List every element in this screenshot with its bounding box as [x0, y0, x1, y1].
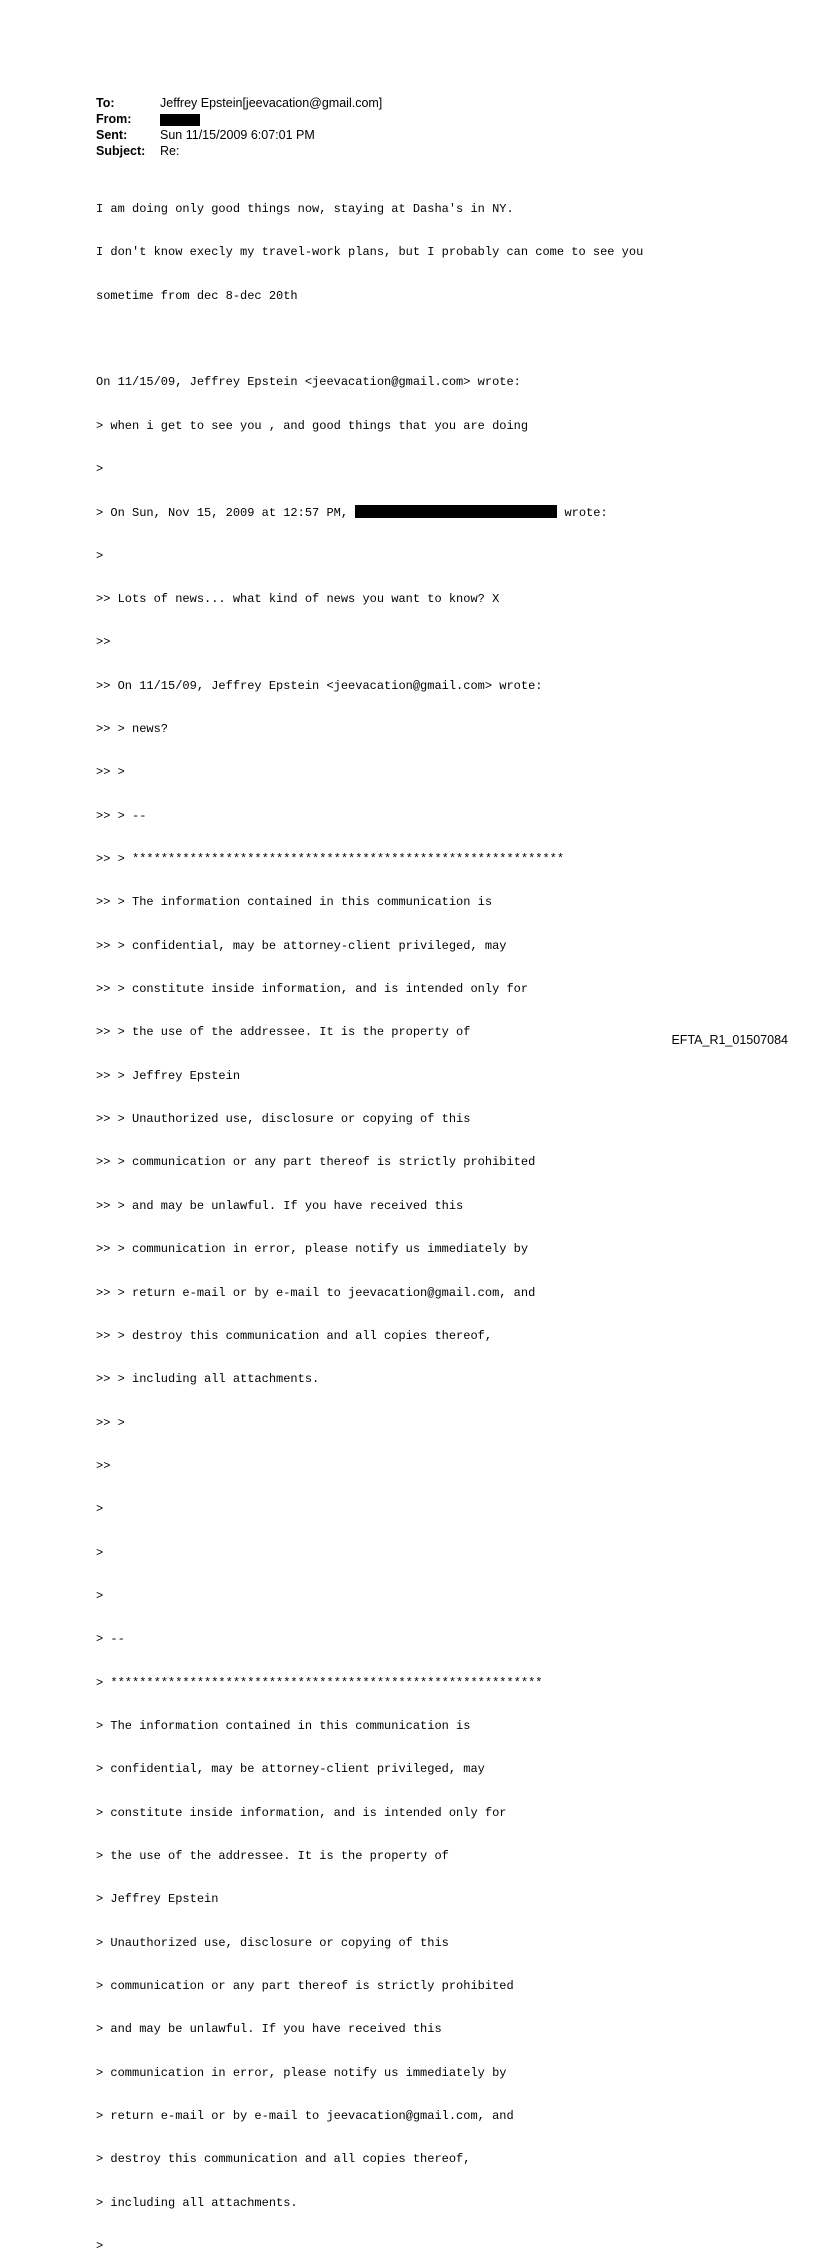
quote-line: >: [96, 1545, 104, 1560]
email-header: [96, 95, 382, 159]
quote-header-suffix: wrote:: [557, 506, 608, 521]
body-line: I don't know execly my travel-work plans, but I probably can come to see you: [96, 245, 644, 260]
redaction-block: [355, 505, 557, 518]
quote-line: >> > news?: [96, 722, 169, 737]
from-value: [160, 111, 200, 127]
disclaimer-line: >> > and may be unlawful. If you have received this: [96, 1198, 464, 1213]
quote-line: >: [96, 548, 104, 563]
quote-header-line: >> On 11/15/09, Jeffrey Epstein <jeevacation@gmail.com> wrote:: [96, 678, 543, 693]
disclaimer-line: >> > confidential, may be attorney-client privileged, may: [96, 938, 507, 953]
email-body: [96, 173, 643, 2268]
quote-line: > --: [96, 1632, 125, 1647]
disclaimer-line: > communication in error, please notify us immediately by: [96, 2065, 507, 2080]
disclaimer-line: > and may be unlawful. If you have received this: [96, 2022, 442, 2037]
quote-line: >> Lots of news... what kind of news you want to know? X: [96, 592, 500, 606]
subject-row: [96, 143, 382, 159]
quote-header-line: On 11/15/09, Jeffrey Epstein <jeevacation@gmail.com> wrote:: [96, 375, 521, 390]
body-line: I am doing only good things now, staying at Dasha's in NY.: [96, 201, 514, 216]
subject-label: Subject:: [96, 144, 146, 158]
redaction-block: [160, 114, 200, 126]
disclaimer-line: >> > including all attachments.: [96, 1372, 320, 1387]
sent-value: Sun 11/15/2009 6:07:01 PM: [160, 128, 315, 142]
disclaimer-line: > communication or any part thereof is strictly prohibited: [96, 1979, 514, 1993]
disclaimer-line: > the use of the addressee. It is the property of: [96, 1848, 449, 1863]
disclaimer-line: > confidential, may be attorney-client privileged, may: [96, 1762, 485, 1777]
quote-line: >: [96, 461, 104, 476]
quote-line: >>: [96, 1458, 111, 1473]
body-line: sometime from dec 8-dec 20th: [96, 288, 298, 303]
disclaimer-line: >> > Unauthorized use, disclosure or copying of this: [96, 1112, 471, 1127]
disclaimer-line: >> > communication in error, please notify us immediately by: [96, 1242, 529, 1257]
quote-line: > ************************************************************: [96, 1675, 543, 1690]
quote-line: >> > --: [96, 808, 147, 823]
disclaimer-line: >> > communication or any part thereof is strictly prohibited: [96, 1155, 536, 1170]
quote-header-prefix: > On Sun, Nov 15, 2009 at 12:57 PM,: [96, 506, 356, 521]
disclaimer-line: >> > Jeffrey Epstein: [96, 1068, 241, 1083]
from-label: From:: [96, 112, 132, 126]
disclaimer-line: > The information contained in this communication is: [96, 1718, 471, 1733]
quote-line: > when i get to see you , and good things that you are doing: [96, 418, 529, 433]
bates-number: EFTA_R1_01507084: [671, 1033, 788, 1047]
disclaimer-line: > return e-mail or by e-mail to jeevacation@gmail.com, and: [96, 2109, 514, 2124]
disclaimer-line: >> > constitute inside information, and is intended only for: [96, 982, 529, 997]
subject-value: Re:: [160, 144, 180, 158]
disclaimer-line: >> > The information contained in this communication is: [96, 895, 493, 910]
quote-line: >: [96, 1588, 104, 1603]
quote-line: >> > ************************************************************: [96, 852, 565, 867]
disclaimer-line: > constitute inside information, and is intended only for: [96, 1805, 507, 1820]
quote-line: >>: [96, 635, 111, 650]
sent-row: [96, 127, 382, 143]
quote-line: >: [96, 1502, 104, 1517]
sent-label: Sent:: [96, 128, 128, 142]
quote-line: >: [96, 2239, 104, 2254]
disclaimer-line: > Unauthorized use, disclosure or copying of this: [96, 1935, 449, 1950]
from-row: [96, 111, 382, 127]
disclaimer-line: >> > destroy this communication and all copies thereof,: [96, 1328, 493, 1343]
to-value: Jeffrey Epstein[jeevacation@gmail.com]: [160, 96, 383, 110]
disclaimer-line: > including all attachments.: [96, 2195, 298, 2210]
to-label: To:: [96, 96, 115, 110]
quote-header-line: [96, 505, 643, 519]
body-line: [96, 332, 643, 346]
to-row: [96, 95, 382, 111]
disclaimer-line: >> > the use of the addressee. It is the property of: [96, 1025, 471, 1040]
quote-line: >> >: [96, 1415, 125, 1430]
disclaimer-line: > Jeffrey Epstein: [96, 1892, 219, 1907]
disclaimer-line: >> > return e-mail or by e-mail to jeevacation@gmail.com, and: [96, 1285, 536, 1300]
quote-line: >> >: [96, 765, 125, 780]
disclaimer-line: > destroy this communication and all copies thereof,: [96, 2152, 471, 2167]
